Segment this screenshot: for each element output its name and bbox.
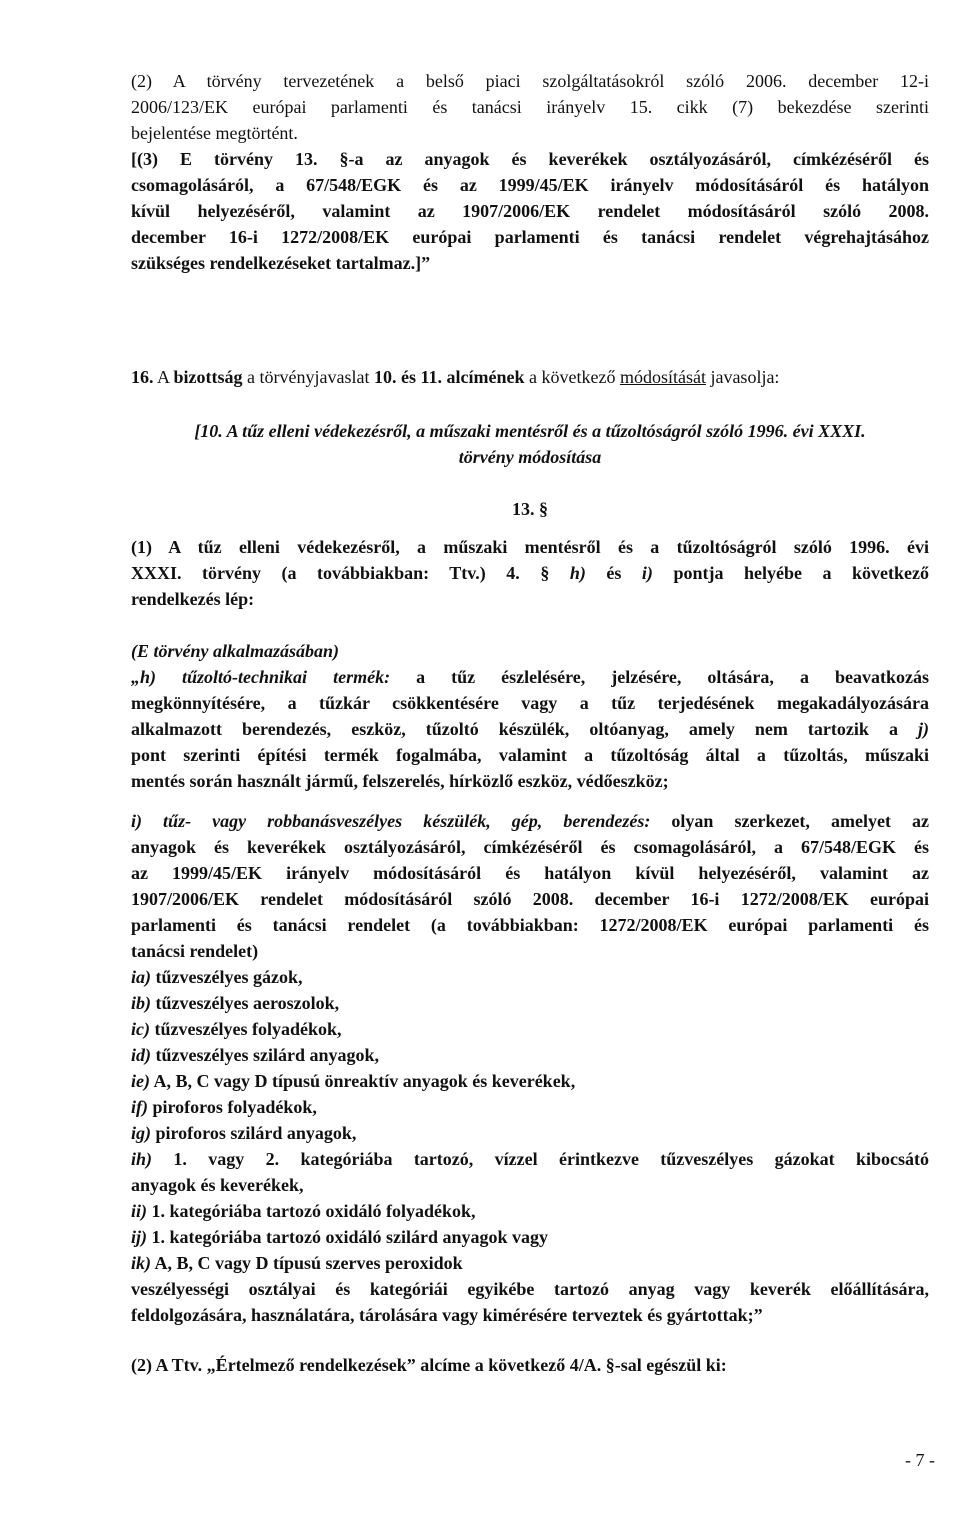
subitem-label: ig) [131, 1123, 151, 1143]
list-item [131, 1120, 929, 1146]
definition-label: i) tűz- vagy robbanásveszélyes készülék, gép, berendezés: [131, 811, 651, 831]
text-run: és [396, 367, 421, 387]
text-line [131, 560, 929, 586]
underlined-text: módosítását [619, 367, 706, 387]
text-line: (1) A tűz elleni védekezésről, a műszaki mentésről és a tűzoltóságról szóló 1996. évi [131, 537, 929, 557]
text-run: piroforos folyadékok, [148, 1097, 317, 1117]
text-line: 2006/123/EK európai parlamenti és tanácsi irányelv 15. cikk (7) bekezdése szerinti [131, 97, 929, 117]
subitem-label: ie) [131, 1071, 150, 1091]
text-run: 11. [420, 367, 442, 387]
subitem-label: ik) [131, 1253, 151, 1273]
text-run: javasolja: [705, 367, 780, 387]
text-run: alkalmazott berendezés, eszköz, tűzoltó készülék, oltóanyag, amely nem tartozik a [131, 719, 918, 739]
text-line: kívül helyezéséről, valamint az 1907/2006/EK rendelet módosításáról szóló 2008. [131, 201, 929, 221]
text-run: A, B, C vagy D típusú szerves peroxidok [151, 1253, 463, 1273]
subitem-label: ic) [131, 1019, 150, 1039]
text-run: a következő [524, 367, 620, 387]
page-number: - 7 - [905, 1450, 935, 1470]
text-run: A [153, 367, 174, 387]
item-16-heading [131, 364, 929, 390]
text-run: 1. vagy 2. kategóriába tartozó, vízzel érintkezve tűzveszélyes gázokat kibocsátó [152, 1149, 929, 1169]
subitem-label: id) [131, 1045, 151, 1065]
text-run: tűzveszélyes szilárd anyagok, [151, 1045, 379, 1065]
text-line: mentés során használt jármű, felszerelés, hírközlő eszköz, védőeszköz; [131, 771, 669, 791]
text-line: (2) A törvény tervezetének a belső piaci szolgáltatásokról szóló 2006. december 12-i [131, 71, 929, 91]
list-item [131, 1042, 929, 1068]
text-line: bejelentése megtörtént. [131, 123, 298, 143]
text-run: 1. kategóriába tartozó oxidáló folyadékok, [147, 1201, 476, 1221]
text-line: anyagok és keverékek osztályozásáról, címkézéséről és csomagolásáról, a 67/548/EGK és [131, 837, 929, 857]
subtitle [131, 418, 929, 470]
list-item [131, 1068, 929, 1094]
text-line: [10. A tűz elleni védekezésről, a műszaki mentésről és a tűzoltóságról szóló 1996. évi XXXI. [194, 421, 866, 441]
text-run: olyan szerkezet, amelyet az [650, 811, 929, 831]
text-run: a törvényjavaslat [242, 367, 374, 387]
text-run: 1. kategóriába tartozó oxidáló szilárd anyagok vagy [147, 1227, 548, 1247]
text-line: rendelkezés lép: [131, 589, 255, 609]
text-line: 1907/2006/EK rendelet módosításáról szóló 2008. december 16-i 1272/2008/EK európai [131, 889, 929, 909]
context-note [131, 638, 929, 664]
text-line [131, 664, 929, 690]
section-number [131, 496, 929, 522]
text-run: (2) A Ttv. „Értelmező rendelkezések” alcíme a következő 4/A. §-sal egészül ki: [131, 1355, 727, 1375]
text-run: j) [918, 719, 929, 739]
text-line: pont szerinti építési termék fogalmába, valamint a tűzoltóság által a tűzoltás, műszaki [131, 745, 929, 765]
list-item [131, 1094, 929, 1120]
text-line: feldolgozására, használatára, tárolására vagy kimérésére terveztek és gyártottak;” [131, 1305, 763, 1325]
subitem-label: ij) [131, 1227, 147, 1247]
paragraph-3-bold [131, 146, 929, 276]
text-run: A, B, C vagy D típusú önreaktív anyagok és keverékek, [149, 1071, 576, 1091]
text-line: [(3) E törvény 13. §-a az anyagok és keverékek osztályozásáról, címkézéséről és [131, 149, 929, 169]
text-run: h) [569, 563, 586, 583]
text-run: piroforos szilárd anyagok, [151, 1123, 357, 1143]
text-run: tűzveszélyes gázok, [151, 967, 303, 987]
list-item [131, 1198, 929, 1224]
text-line: december 16-i 1272/2008/EK európai parlamenti és tanácsi rendelet végrehajtásához [131, 227, 929, 247]
text-run: a tűz észlelésére, jelzésére, oltására, a beavatkozás [390, 667, 929, 687]
definition-h [131, 664, 929, 794]
text-line: parlamenti és tanácsi rendelet (a továbbiakban: 1272/2008/EK európai parlamenti és [131, 915, 929, 935]
subitem-label: ih) [131, 1149, 153, 1169]
list-item [131, 964, 929, 990]
text-run: és [585, 563, 642, 583]
subitem-label: ia) [131, 967, 151, 987]
definition-i [131, 808, 929, 964]
list-item [131, 990, 929, 1016]
text-line: tanácsi rendelet) [131, 941, 259, 961]
subitem-ih [131, 1146, 929, 1198]
subitem-list [131, 964, 929, 1146]
subitem-label: ib) [131, 993, 151, 1013]
text-line: anyagok és keverékek, [131, 1175, 304, 1195]
text-run: 13. § [512, 499, 548, 519]
text-run: bizottság [173, 367, 243, 387]
text-line [131, 1146, 929, 1172]
paragraph-2-notification [131, 68, 929, 146]
text-run: tűzveszélyes aeroszolok, [151, 993, 340, 1013]
text-run: i) [641, 563, 653, 583]
text-run: 10. [373, 367, 397, 387]
subitem-list-2 [131, 1198, 929, 1276]
text-run: XXXI. törvény (a továbbiakban: Ttv.) 4. § [131, 563, 570, 583]
text-run: pontja helyébe a következő [652, 563, 929, 583]
subitem-label: ii) [131, 1201, 147, 1221]
paragraph-2-amendment [131, 1352, 929, 1378]
text-line: veszélyességi osztályai és kategóriái egyikébe tartozó anyag vagy keverék előállítására, [131, 1279, 929, 1299]
text-line [131, 716, 929, 742]
text-run: (E törvény alkalmazásában) [131, 641, 340, 661]
text-line: csomagolásáról, a 67/548/EGK és az 1999/45/EK irányelv módosításáról és hatályon [131, 175, 929, 195]
subitem-label: if) [131, 1097, 148, 1117]
list-item [131, 1016, 929, 1042]
list-item [131, 1250, 929, 1276]
text-line [131, 808, 929, 834]
definition-closing [131, 1276, 929, 1328]
text-line: az 1999/45/EK irányelv módosításáról és hatályon kívül helyezéséről, valamint az [131, 863, 929, 883]
text-line: szükséges rendelkezéseket tartalmaz.]” [131, 253, 431, 273]
text-run: alcímének [441, 367, 525, 387]
text-line: törvény módosítása [458, 447, 602, 467]
definition-label: „h) tűzoltó-technikai termék: [131, 667, 391, 687]
paragraph-1 [131, 534, 929, 612]
item-number: 16. [131, 367, 154, 387]
text-line: megkönnyítésére, a tűzkár csökkentésére vagy a tűz terjedésének megakadályozására [131, 693, 929, 713]
text-run: tűzveszélyes folyadékok, [149, 1019, 342, 1039]
list-item [131, 1224, 929, 1250]
